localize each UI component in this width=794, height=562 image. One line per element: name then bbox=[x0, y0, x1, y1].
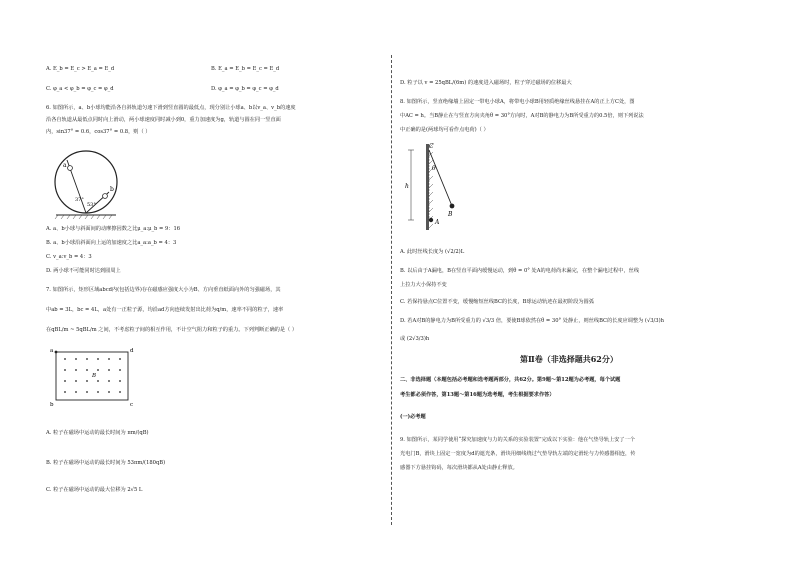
q6-figure bbox=[50, 140, 122, 222]
q8-ball-b bbox=[450, 204, 455, 209]
q6-stem-line2: 沿各自轨道从最低点同时向上滑动，两小球速度同时减小到0，重力加速度为g，轨道与圆在同一竖直面 bbox=[46, 117, 281, 123]
field-dot bbox=[97, 391, 99, 393]
q6-circle bbox=[55, 151, 117, 213]
q7-stem-line3: 在qBL/m ~ 5qBL/m 之间，不考虑粒子间的相互作用，不计空气阻力和粒子的重力。下列判断正确的是（ ） bbox=[46, 327, 298, 333]
field-dot bbox=[64, 358, 66, 360]
field-dot bbox=[119, 380, 121, 382]
q8-ball-a bbox=[429, 218, 433, 222]
field-dot bbox=[97, 380, 99, 382]
q7-corner-c: c bbox=[130, 402, 134, 408]
column-divider bbox=[391, 55, 392, 525]
q8-stem-line2: 中AC = h。当B静止在与竖直方向夹角θ = 30°方向时，A对B的静电力为B所受重力的0.5倍，则下列说法 bbox=[400, 113, 644, 119]
q8-option-c: C. 若保持悬点C位置不变，缓慢缩短丝线BC的长度，B球运动轨迹在最初阶段为圆弧 bbox=[400, 299, 594, 305]
field-dot bbox=[119, 391, 121, 393]
q8-wall bbox=[426, 144, 429, 230]
q9-stem-line2: 光电门B，滑块上固定一宽度为d的遮光条，滑块用细线绕过气垫导轨左端的定滑轮与力传感器相连，传 bbox=[400, 451, 636, 457]
field-dot bbox=[119, 369, 121, 371]
q7-corner-b: b bbox=[50, 402, 54, 408]
field-dot bbox=[64, 380, 66, 382]
q9-stem-line1: 9. 如图所示，某同学使用“探究加速度与力的关系的实验装置”完成以下实验：他在气垫导轨上安了一个 bbox=[400, 437, 635, 443]
field-dot bbox=[86, 358, 88, 360]
q6-ball-b bbox=[103, 194, 108, 199]
q6-option-c: C. v_a:v_b = 4：3 bbox=[46, 254, 92, 260]
q5-option-a: A. E_b = E_c > E_a = E_d bbox=[46, 66, 115, 72]
q5-option-b: B. E_a = E_b = E_c = E_d bbox=[211, 66, 280, 72]
q6-angle-53: 53° bbox=[87, 202, 96, 208]
q8-option-d-line2: 或 (2√3/3)h bbox=[400, 336, 430, 342]
q6-option-d: D. 两小球不可能同时达到圆周上 bbox=[46, 268, 121, 274]
field-dot bbox=[75, 358, 77, 360]
q8-stem-line3: 中正确的是(两球均可看作点电荷)（ ） bbox=[400, 127, 489, 133]
field-dot bbox=[75, 369, 77, 371]
q7-particle-source bbox=[55, 351, 58, 354]
field-dot bbox=[108, 369, 110, 371]
q5-option-c: C. φ_a < φ_b = φ_c = φ_d bbox=[46, 86, 114, 92]
required-section-label: (一)必考题 bbox=[400, 414, 426, 420]
q7-figure bbox=[50, 346, 136, 408]
q8-label-a: A bbox=[435, 219, 440, 226]
part2-intro-line1: 二、非选择题（本题包括必考题和选考题两部分，共62分。第9题～第12题为必考题，每个试题 bbox=[400, 377, 621, 383]
q7-option-c: C. 粒子在磁场中运动的最大位移为 2√5 L bbox=[46, 487, 143, 493]
q6-stem-line3: 内，sin37° = 0.6，cos37° = 0.8，则（ ） bbox=[46, 129, 151, 135]
q8-thread bbox=[429, 150, 452, 206]
q7-option-b: B. 粒子在磁场中运动的最长时间为 53πm/(180qB) bbox=[46, 460, 166, 466]
q7-corner-a: a bbox=[50, 348, 54, 354]
q8-label-h: h bbox=[405, 183, 409, 190]
part2-intro-line2: 考生都必须作答，第13题～第16题为选考题，考生根据要求作答） bbox=[400, 392, 555, 398]
field-dot bbox=[75, 391, 77, 393]
q8-label-theta: θ bbox=[432, 165, 436, 172]
field-dot bbox=[108, 391, 110, 393]
field-dot bbox=[86, 380, 88, 382]
field-dot bbox=[86, 369, 88, 371]
q7-corner-d: d bbox=[130, 348, 134, 354]
q8-option-b-line2: 上拉力大小保持不变 bbox=[400, 282, 447, 288]
q7-field-label: B bbox=[92, 373, 97, 379]
field-dot bbox=[108, 380, 110, 382]
field-dot bbox=[119, 358, 121, 360]
q8-option-a: A. 此时丝线长度为 (√2/2)L bbox=[400, 249, 465, 255]
q9-stem-line3: 感器下方悬挂钩码，每次滑块都从A处由静止释放。 bbox=[400, 465, 518, 471]
q8-label-b: B bbox=[448, 211, 453, 218]
q6-ball-a bbox=[68, 166, 73, 171]
field-dot bbox=[97, 358, 99, 360]
q6-label-b: b bbox=[110, 186, 114, 193]
q7-stem-line2: 中ab = 3L，bc = 4L，a处有一正粒子源，均沿ad方向连续发射出比荷为q/m，速率不同的粒子，速率 bbox=[46, 307, 284, 313]
field-dot bbox=[64, 391, 66, 393]
q8-option-b-line1: B. 以后由于A漏电，B在竖直平面内缓慢运动，到θ = 0° 处A的电荷尚未漏完，在整个漏电过程中，丝线 bbox=[400, 268, 640, 274]
q7-option-a: A. 粒子在磁场中运动的最长时间为 πm/(qB) bbox=[46, 430, 149, 436]
q6-label-a: a bbox=[63, 162, 67, 169]
part2-title: 第Ⅱ卷（非选择题共62分） bbox=[520, 354, 618, 364]
q7-stem-line1: 7. 如图所示，矩形区域abcd内(包括边界)存在磁感应强度大小为B、方向垂直纸面向外的匀强磁场，其 bbox=[46, 287, 281, 293]
q8-option-d-line1: D. 若A对B的静电力为B所受重力的 √3/3 倍，要使B球依然在θ = 30° 处静止，则丝线BC的长度应调整为 (√3/3)h bbox=[400, 318, 664, 324]
field-dot bbox=[86, 391, 88, 393]
q8-label-c: C bbox=[429, 143, 434, 150]
field-dot bbox=[64, 369, 66, 371]
q6-option-b: B. a、b小球沿斜面向上运的加速度之比a_a:a_b = 4：3 bbox=[46, 240, 177, 246]
q6-angle-37: 37° bbox=[75, 197, 84, 203]
q6-stem-line1: 6. 如图所示，a、b小球均能沿各自斜轨道匀速下滑到竖直圆的最低点，现分别让小球a、b以v_a、v_b的速度 bbox=[46, 105, 296, 111]
field-dot bbox=[97, 369, 99, 371]
q6-option-a: A. a、b小球与斜面间的动摩擦因数之比μ_a:μ_b = 9：16 bbox=[46, 226, 181, 232]
q5-option-d: D. φ_a = φ_b = φ_c = φ_d bbox=[211, 86, 279, 92]
q8-stem-line1: 8. 如图所示，竖直绝缘墙上固定一带电小球A，将带电小球B用轻质绝缘丝线悬挂在A的正上方C处，图 bbox=[400, 99, 635, 105]
field-dot bbox=[75, 380, 77, 382]
field-dot bbox=[108, 358, 110, 360]
q7-option-d: D. 粒子以 v = 25qBL/(6m) 的速度进入磁场时，粒子穿过磁场的位移最大 bbox=[400, 80, 572, 86]
q8-figure bbox=[402, 138, 472, 230]
